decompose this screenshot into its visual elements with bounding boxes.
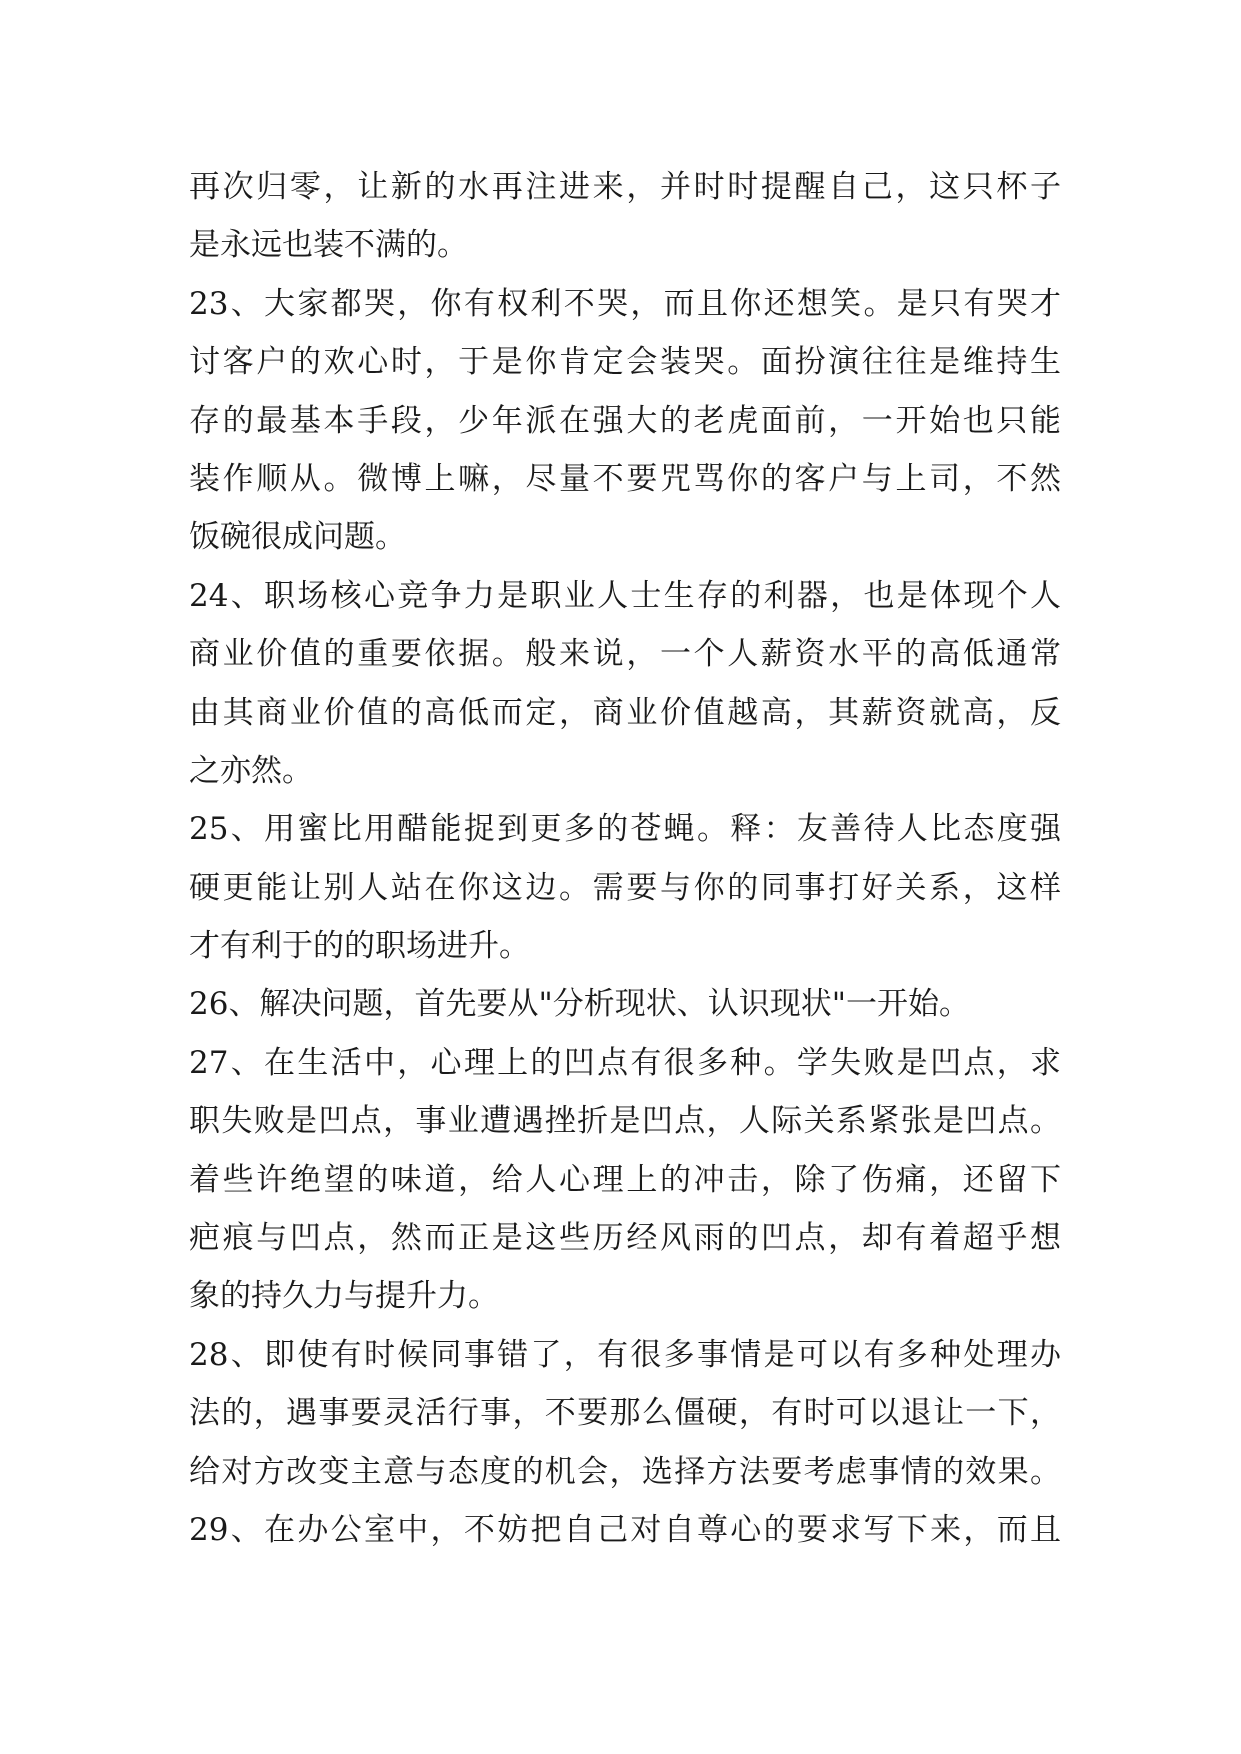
- text-line: 27、在生活中，心理上的凹点有很多种。学失败是凹点，求: [189, 1044, 1061, 1081]
- text-line: 法的，遇事要灵活行事，不要那么僵硬，有时可以退让一下，: [189, 1395, 1061, 1432]
- text-line: 29、在办公室中，不妨把自己对自尊心的要求写下来，而且: [189, 1511, 1061, 1548]
- text-line: 是永远也装不满的。: [189, 227, 468, 264]
- text-line: 23、大家都哭，你有权利不哭，而且你还想笑。是只有哭才: [189, 285, 1061, 322]
- text-line: 再次归零，让新的水再注进来，并时时提醒自己，这只杯子: [189, 169, 1061, 205]
- text-line: 讨客户的欢心时，于是你肯定会装哭。面扮演往往是维持生: [189, 344, 1061, 381]
- text-line: 疤痕与凹点，然而正是这些历经风雨的凹点，却有着超乎想: [189, 1220, 1061, 1257]
- text-line: 饭碗很成问题。: [189, 519, 406, 556]
- document-body: [189, 158, 1061, 1559]
- text-line: 25、用蜜比用醋能捉到更多的苍蝇。释：友善待人比态度强: [189, 811, 1061, 848]
- text-line: 商业价值的重要依据。般来说，一个人薪资水平的高低通常: [189, 636, 1061, 673]
- text-line: 才有利于的的职场进升。: [189, 928, 530, 965]
- text-line: 职失败是凹点，事业遭遇挫折是凹点，人际关系紧张是凹点。: [189, 1103, 1061, 1140]
- text-line: 由其商业价值的高低而定，商业价值越高，其薪资就高，反: [189, 694, 1061, 731]
- text-line: 28、即使有时候同事错了，有很多事情是可以有多种处理办: [189, 1336, 1061, 1373]
- text-line: 着些许绝望的味道，给人心理上的冲击，除了伤痛，还留下: [189, 1161, 1061, 1198]
- text-line: 24、职场核心竞争力是职业人士生存的利器，也是体现个人: [189, 577, 1061, 614]
- text-line: 之亦然。: [189, 752, 313, 789]
- text-line: 存的最基本手段，少年派在强大的老虎面前，一开始也只能: [189, 402, 1061, 439]
- text-line: 硬更能让别人站在你这边。需要与你的同事打好关系，这样: [189, 869, 1061, 906]
- text-line: 26、解决问题，首先要从"分析现状、认识现状"一开始。: [189, 986, 970, 1023]
- text-line: 装作顺从。微博上嘛，尽量不要咒骂你的客户与上司，不然: [189, 460, 1061, 497]
- text-line: 象的持久力与提升力。: [189, 1278, 499, 1315]
- text-line: 给对方改变主意与态度的机会，选择方法要考虑事情的效果。: [189, 1453, 1061, 1490]
